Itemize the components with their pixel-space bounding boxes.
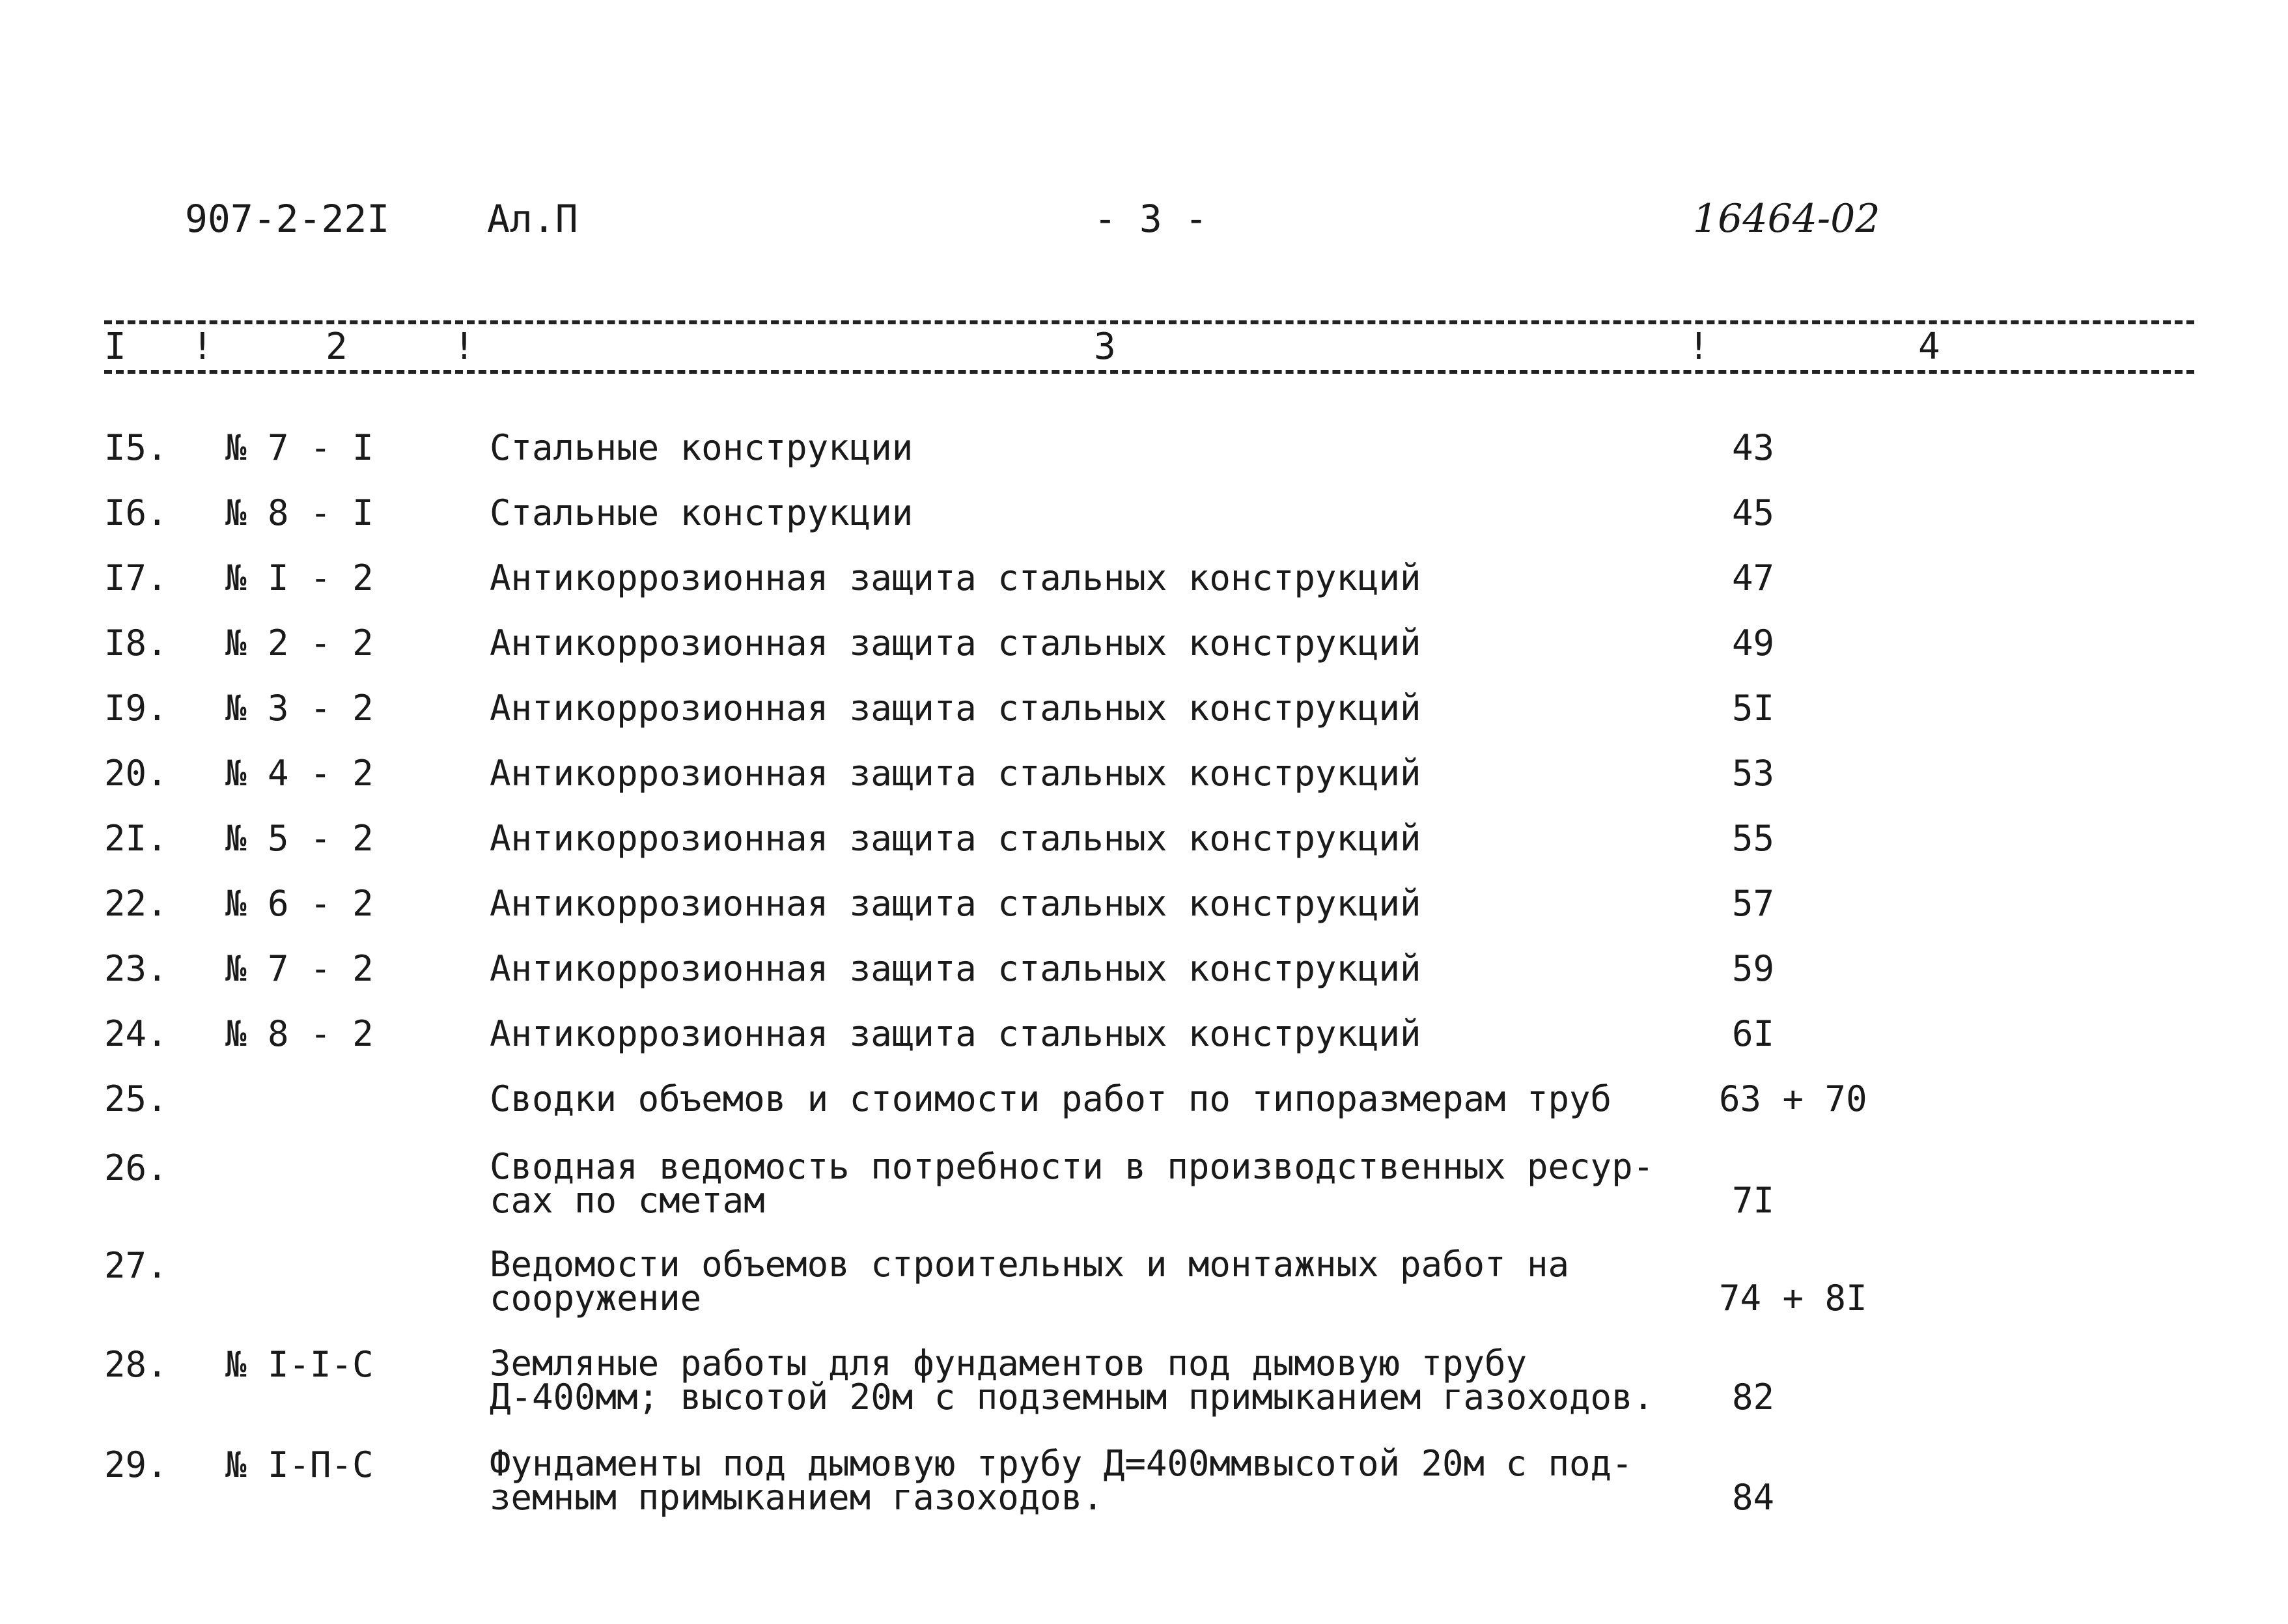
row-code: № I - 2 [225,557,374,598]
row-page: 45 [1732,492,1775,533]
row-number: 26. [104,1147,168,1188]
row-page: 82 [1732,1377,1775,1418]
table-row [0,1013,2288,1074]
row-code: № 7 - 2 [225,948,374,989]
row-title-line-1: Сводная ведомость потребности в производственных ресур- [490,1146,1654,1187]
table-row [0,492,2288,553]
row-page: 5I [1732,688,1775,729]
row-page: 7I [1732,1180,1775,1221]
row-title-line-1: Земляные работы для фундаментов под дымовую трубу [490,1343,1528,1384]
row-code: № 4 - 2 [225,753,374,794]
row-page: 49 [1732,623,1775,664]
row-page: 59 [1732,948,1775,989]
row-number: 22. [104,883,168,924]
row-page: 47 [1732,557,1775,598]
table-row [0,1078,2288,1140]
dashed-rule-top [104,320,2194,324]
table-row [0,883,2288,944]
row-number: I6. [104,492,168,533]
row-code: № I-П-C [225,1444,374,1485]
row-number: I7. [104,557,168,598]
row-title: Антикоррозионная защита стальных конструкций [490,1013,1421,1054]
column-header-3: 3 [1094,326,1116,368]
row-title: Стальные конструкции [490,492,914,533]
row-number: 24. [104,1013,168,1054]
table-row [0,820,2288,879]
column-header-1: I [104,326,126,368]
row-title: Антикоррозионная защита стальных конструкций [490,753,1421,794]
row-code: № 8 - 2 [225,1013,374,1054]
table-row [0,948,2288,1009]
row-number: I5. [104,427,168,468]
table-row [0,1244,2288,1332]
row-code: № 5 - 2 [225,818,374,859]
column-header-2: 2 [326,326,348,368]
column-separator: ! [191,326,214,368]
table-row [0,1146,2288,1235]
table-row [0,625,2288,684]
row-code: № 3 - 2 [225,688,374,729]
album-label: Ал.П [487,197,578,241]
row-title [490,1343,1654,1418]
row-code: № 8 - I [225,492,374,533]
page-number: - 3 - [1094,197,1208,241]
row-title-line-2: земным примыканием газоходов. [490,1477,1104,1518]
table-row [0,1343,2288,1431]
row-title: Сводки объемов и стоимости работ по типоразмерам труб [490,1078,1612,1119]
row-title: Антикоррозионная защита стальных конструкций [490,557,1421,598]
row-page: 6I [1732,1013,1775,1054]
row-number: 23. [104,948,168,989]
table-row [0,755,2288,814]
row-page: 53 [1732,753,1775,794]
row-title: Антикоррозионная защита стальных конструкций [490,623,1421,664]
row-number: 29. [104,1444,168,1485]
table-row [0,690,2288,749]
row-title: Антикоррозионная защита стальных конструкций [490,948,1421,989]
row-title-line-2: Д-400мм; высотой 20м с подземным примыканием газоходов. [490,1377,1654,1418]
table-row [0,427,2288,488]
row-page: 55 [1732,818,1775,859]
handwritten-reference: 16464-02 [1693,196,1880,242]
dashed-rule-bottom [104,370,2194,374]
row-title-line-2: сах по сметам [490,1180,765,1221]
row-title: Стальные конструкции [490,427,914,468]
row-page: 57 [1732,883,1775,924]
row-code: № 7 - I [225,427,374,468]
row-number: I8. [104,623,168,664]
row-number: 27. [104,1245,168,1286]
row-number: 2I. [104,818,168,859]
column-header-4: 4 [1918,326,1940,368]
row-page: 74 + 8I [1719,1278,1867,1319]
row-code: № I-I-C [225,1344,374,1385]
row-page: 43 [1732,427,1775,468]
row-title [490,1244,1570,1319]
row-title-line-1: Фундаменты под дымовую трубу Д=400ммвысотой 20м с под- [490,1443,1633,1484]
row-code: № 2 - 2 [225,623,374,664]
row-number: I9. [104,688,168,729]
table-row [0,1443,2288,1532]
row-number: 28. [104,1344,168,1385]
row-title: Антикоррозионная защита стальных конструкций [490,818,1421,859]
row-number: 20. [104,753,168,794]
document-code: 907-2-22I [185,197,390,241]
column-separator: ! [1688,326,1710,368]
row-page: 63 + 70 [1719,1078,1867,1119]
row-title: Антикоррозионная защита стальных конструкций [490,688,1421,729]
row-title: Антикоррозионная защита стальных конструкций [490,883,1421,924]
row-title-line-2: сооружение [490,1278,702,1319]
row-page: 84 [1732,1477,1775,1518]
row-title [490,1443,1633,1518]
table-row [0,557,2288,619]
column-separator: ! [453,326,475,368]
row-title-line-1: Ведомости объемов строительных и монтажных работ на [490,1244,1570,1285]
row-number: 25. [104,1078,168,1119]
row-code: № 6 - 2 [225,883,374,924]
row-title [490,1146,1654,1221]
